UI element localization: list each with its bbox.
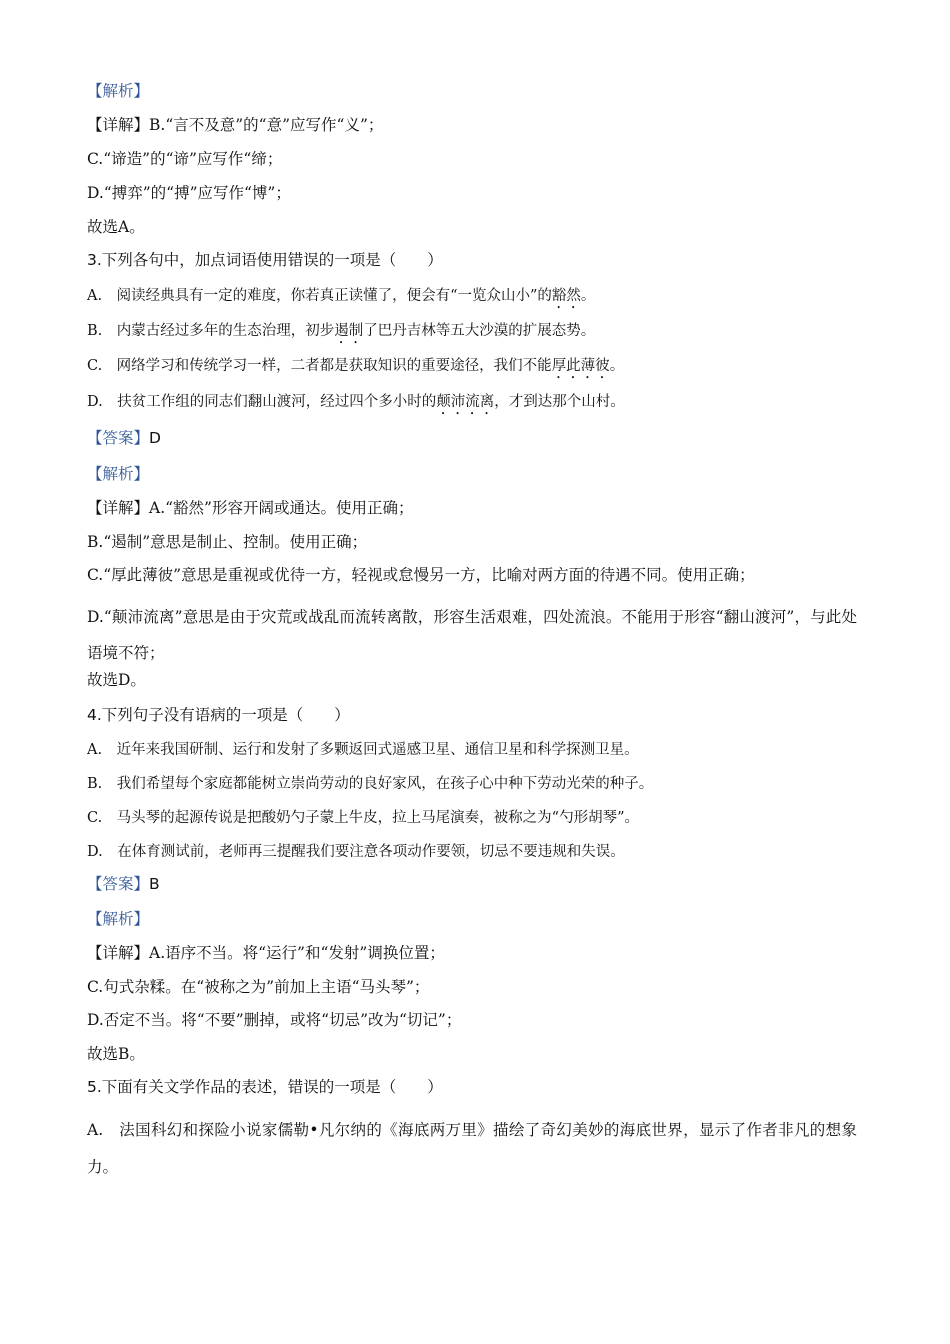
q3-option-a: A. 阅读经典具有一定的难度，你若真正读懂了，便会有“一览众山小”的豁然。 xyxy=(87,288,596,304)
q3-detail-c: C.“厚此薄彼”意思是重视或优待一方，轻视或怠慢另一方，比喻对两方面的待遇不同。使用正确； xyxy=(87,566,755,584)
q3-analysis-label: 【解析】 xyxy=(87,465,150,483)
q3-option-b: B. 内蒙古经过多年的生态治理，初步遏制了巴丹吉林等五大沙漠的扩展态势。 xyxy=(87,323,596,339)
q3-detail-b: B.“遏制”意思是制止、控制。使用正确； xyxy=(87,533,368,551)
q4-number: 4. xyxy=(87,706,102,724)
q5-stem: 5.下面有关文学作品的表述，错误的一项是（ ） xyxy=(87,1078,443,1096)
q3-detail-a: 【详解】A.“豁然”形容开阔或通达。使用正确； xyxy=(87,499,414,517)
q5-option-a: A. 法国科幻和探险小说家儒勒•凡尔纳的《海底两万里》描绘了奇幻美妙的海底世界，显示了作者非凡的想象力。 xyxy=(87,1121,857,1176)
detail-label: 【详解】 xyxy=(87,499,150,517)
q4-detail-a: 【详解】A.语序不当。将“运行”和“发射”调换位置； xyxy=(87,944,445,962)
q4-option-c: C. 马头琴的起源传说是把酸奶勺子蒙上牛皮，拉上马尾演奏，被称之为“勺形胡琴”。 xyxy=(87,810,640,826)
q2-analysis-label: 【解析】 xyxy=(87,82,150,100)
dotted-word: 颠沛流离 xyxy=(436,394,495,410)
q4-conclusion: 故选B。 xyxy=(87,1045,145,1063)
q3-answer xyxy=(87,428,161,448)
q4-answer xyxy=(87,874,160,894)
answer-value: B xyxy=(149,875,160,893)
q4-option-b: B. 我们希望每个家庭都能树立崇尚劳动的良好家风，在孩子心中种下劳动光荣的种子。 xyxy=(87,776,654,792)
q3-option-d: D. 扶贫工作组的同志们翻山渡河，经过四个多小时的颠沛流离，才到达那个山村。 xyxy=(87,394,625,410)
q2-conclusion: 故选A。 xyxy=(87,218,145,236)
q3-stem: 3.下列各句中，加点词语使用错误的一项是（ ） xyxy=(87,251,443,269)
answer-value: D xyxy=(149,429,161,447)
detail-label: 【详解】 xyxy=(87,944,150,962)
q2-detail-d: D.“搏弈”的“搏”应写作“博”； xyxy=(87,184,291,202)
q2-detail-b: 【详解】B.“言不及意”的“意”应写作“义”； xyxy=(87,116,384,134)
q3-conclusion: 故选D。 xyxy=(87,671,146,689)
dotted-word: 豁然 xyxy=(551,288,581,304)
dotted-word: 遏制 xyxy=(334,323,364,339)
q4-stem: 4.下列句子没有语病的一项是（ ） xyxy=(87,706,350,724)
q2-detail-c: C.“谛造”的“谛”应写作“缔； xyxy=(87,150,283,168)
q4-option-d: D. 在体育测试前，老师再三提醒我们要注意各项动作要领，切忌不要违规和失误。 xyxy=(87,844,625,860)
q3-option-c: C. 网络学习和传统学习一样，二者都是获取知识的重要途径，我们不能厚此薄彼。 xyxy=(87,358,625,374)
answer-label: 【答案】 xyxy=(87,875,150,893)
answer-label: 【答案】 xyxy=(87,429,150,447)
q4-detail-c: C.句式杂糅。在“被称之为”前加上主语“马头琴”； xyxy=(87,978,430,996)
q4-option-a: A. 近年来我国研制、运行和发射了多颗返回式遥感卫星、通信卫星和科学探测卫星。 xyxy=(87,742,639,758)
q3-detail-d: D.“颠沛流离”意思是由于灾荒或战乱而流转离散，形容生活艰难，四处流浪。不能用于形容“翻山渡河”，与此处语境不符； xyxy=(87,608,857,662)
q5-number: 5. xyxy=(87,1078,102,1096)
detail-label: 【详解】 xyxy=(87,116,150,134)
q3-number: 3. xyxy=(87,251,102,269)
q4-detail-d: D.否定不当。将“不要”删掉，或将“切忌”改为“切记”； xyxy=(87,1011,462,1029)
q4-analysis-label: 【解析】 xyxy=(87,910,150,928)
dotted-word: 厚此薄彼 xyxy=(551,358,610,374)
